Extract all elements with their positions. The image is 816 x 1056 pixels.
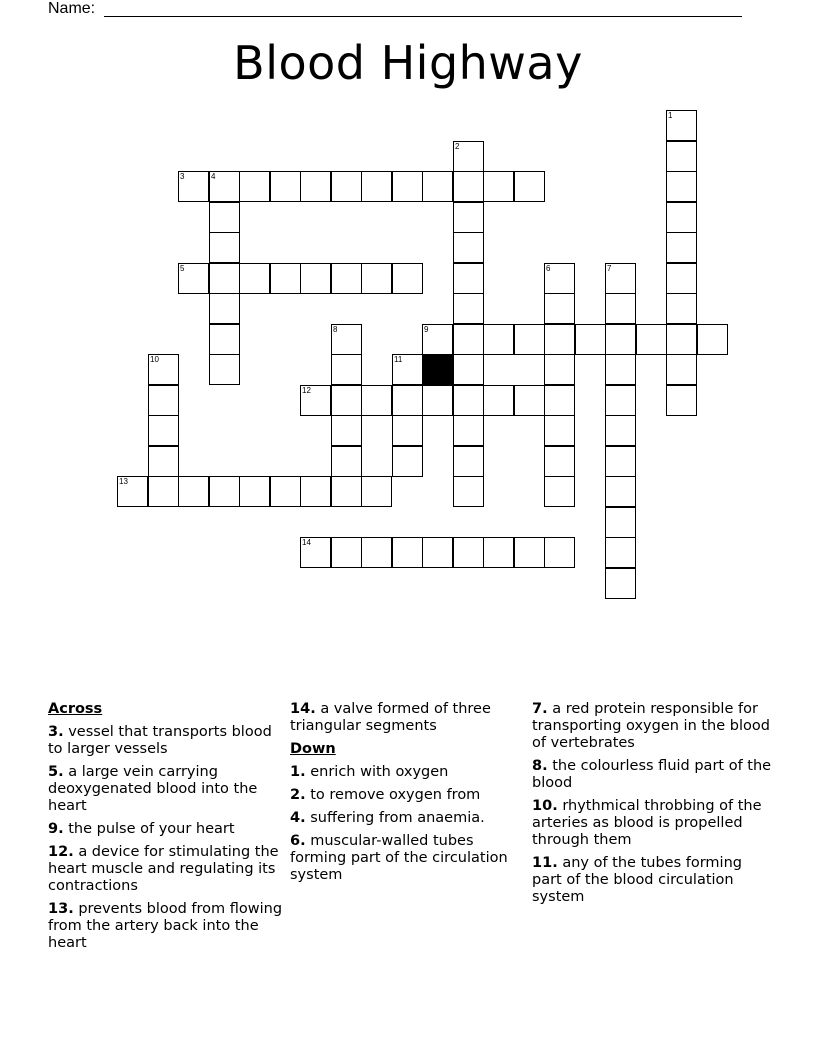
grid-cell[interactable] bbox=[544, 354, 575, 385]
grid-cell[interactable] bbox=[361, 537, 392, 568]
grid-cell[interactable] bbox=[544, 537, 575, 568]
grid-cell[interactable] bbox=[361, 171, 392, 202]
clue-column-2 bbox=[290, 701, 526, 890]
clue-down-10 bbox=[532, 798, 772, 849]
clue-number: 5 bbox=[48, 764, 59, 780]
grid-cell[interactable] bbox=[331, 446, 362, 477]
cell-number: 11 bbox=[394, 355, 403, 364]
cell-number: 4 bbox=[211, 172, 216, 181]
grid-cell[interactable] bbox=[148, 446, 179, 477]
grid-cell[interactable] bbox=[178, 263, 209, 294]
grid-cell[interactable] bbox=[483, 171, 514, 202]
grid-cell[interactable] bbox=[392, 171, 423, 202]
grid-cell[interactable] bbox=[636, 324, 667, 355]
grid-cell[interactable] bbox=[392, 354, 423, 385]
grid-cell[interactable] bbox=[544, 476, 575, 507]
clue-number: 9 bbox=[48, 821, 59, 837]
clue-dot: . bbox=[552, 798, 558, 814]
grid-cell[interactable] bbox=[544, 324, 575, 355]
clue-text: the colourless fluid part of the blood bbox=[532, 758, 772, 791]
grid-cell[interactable] bbox=[453, 324, 484, 355]
clue-text: enrich with oxygen bbox=[310, 764, 449, 780]
grid-cell[interactable] bbox=[453, 354, 484, 385]
grid-cell[interactable] bbox=[605, 385, 636, 416]
clue-dot: . bbox=[58, 724, 64, 740]
grid-cell[interactable] bbox=[605, 537, 636, 568]
grid-cell[interactable] bbox=[544, 415, 575, 446]
clue-text: any of the tubes forming part of the blood circulation system bbox=[532, 855, 742, 905]
grid-cell[interactable] bbox=[453, 385, 484, 416]
grid-cell[interactable] bbox=[605, 507, 636, 538]
clue-down-8 bbox=[532, 758, 772, 792]
clue-column-1 bbox=[48, 701, 284, 958]
grid-cell[interactable] bbox=[605, 446, 636, 477]
grid-cell[interactable] bbox=[514, 171, 545, 202]
clue-across-9 bbox=[48, 821, 284, 838]
grid-cell[interactable] bbox=[544, 293, 575, 324]
grid-cell[interactable] bbox=[544, 263, 575, 294]
page-title: Blood Highway bbox=[233, 36, 583, 90]
grid-cell[interactable] bbox=[544, 446, 575, 477]
grid-cell[interactable] bbox=[514, 385, 545, 416]
grid-cell[interactable] bbox=[605, 415, 636, 446]
grid-cell[interactable] bbox=[209, 202, 240, 233]
grid-cell[interactable] bbox=[270, 263, 301, 294]
grid-cell[interactable] bbox=[453, 232, 484, 263]
grid-cell[interactable] bbox=[392, 385, 423, 416]
grid-cell[interactable] bbox=[270, 476, 301, 507]
name-label: Name: bbox=[48, 0, 96, 17]
clue-number: 10 bbox=[532, 798, 553, 814]
clue-text: a device for stimulating the heart muscle and regulating its contractions bbox=[48, 844, 279, 894]
black-cell bbox=[422, 354, 453, 385]
grid-cell[interactable] bbox=[666, 232, 697, 263]
clue-number: 3 bbox=[48, 724, 59, 740]
grid-cell[interactable] bbox=[209, 354, 240, 385]
grid-cell[interactable] bbox=[453, 537, 484, 568]
cell-number: 8 bbox=[333, 325, 338, 334]
down-heading: Down bbox=[290, 741, 336, 757]
grid-cell[interactable] bbox=[453, 263, 484, 294]
grid-cell[interactable] bbox=[575, 324, 606, 355]
clue-dot: . bbox=[300, 833, 306, 849]
grid-cell[interactable] bbox=[605, 476, 636, 507]
grid-cell[interactable] bbox=[453, 415, 484, 446]
grid-cell[interactable] bbox=[331, 263, 362, 294]
grid-cell[interactable] bbox=[392, 537, 423, 568]
clue-text: prevents blood from flowing from the artery back into the heart bbox=[48, 901, 283, 951]
clue-text: to remove oxygen from bbox=[310, 787, 481, 803]
grid-cell[interactable] bbox=[697, 324, 728, 355]
grid-cell[interactable] bbox=[209, 324, 240, 355]
clue-number: 2 bbox=[290, 787, 301, 803]
clue-number: 12 bbox=[48, 844, 69, 860]
clue-number: 4 bbox=[290, 810, 301, 826]
grid-cell[interactable] bbox=[331, 385, 362, 416]
grid-cell[interactable] bbox=[209, 232, 240, 263]
grid-cell[interactable] bbox=[392, 263, 423, 294]
grid-cell[interactable] bbox=[331, 476, 362, 507]
grid-cell[interactable] bbox=[605, 354, 636, 385]
cell-number: 7 bbox=[607, 264, 612, 273]
grid-cell[interactable] bbox=[209, 476, 240, 507]
grid-cell[interactable] bbox=[605, 324, 636, 355]
grid-cell[interactable] bbox=[422, 385, 453, 416]
clue-across-3 bbox=[48, 724, 284, 758]
clue-across-14 bbox=[290, 701, 526, 735]
cell-number: 9 bbox=[424, 325, 429, 334]
cell-number: 14 bbox=[302, 538, 311, 547]
grid-cell[interactable] bbox=[453, 446, 484, 477]
cell-number: 13 bbox=[119, 477, 128, 486]
grid-cell[interactable] bbox=[178, 171, 209, 202]
grid-cell[interactable] bbox=[605, 293, 636, 324]
grid-cell[interactable] bbox=[117, 476, 148, 507]
clue-down-11 bbox=[532, 855, 772, 906]
clue-down-2 bbox=[290, 787, 526, 804]
clue-across-12 bbox=[48, 844, 284, 895]
clue-dot: . bbox=[300, 764, 306, 780]
grid-cell[interactable] bbox=[666, 202, 697, 233]
grid-cell[interactable] bbox=[209, 293, 240, 324]
grid-cell[interactable] bbox=[148, 385, 179, 416]
grid-cell[interactable] bbox=[270, 171, 301, 202]
grid-cell[interactable] bbox=[422, 537, 453, 568]
clue-dot: . bbox=[300, 787, 306, 803]
grid-cell[interactable] bbox=[666, 263, 697, 294]
grid-cell[interactable] bbox=[148, 354, 179, 385]
clue-text: rhythmical throbbing of the arteries as blood is propelled through them bbox=[532, 798, 762, 848]
cell-number: 6 bbox=[546, 264, 551, 273]
clue-text: muscular-walled tubes forming part of the circulation system bbox=[290, 833, 508, 883]
across-heading: Across bbox=[48, 701, 103, 717]
clue-dot: . bbox=[68, 844, 74, 860]
grid-cell[interactable] bbox=[666, 293, 697, 324]
grid-cell[interactable] bbox=[209, 263, 240, 294]
clue-across-13 bbox=[48, 901, 284, 952]
grid-cell[interactable] bbox=[453, 293, 484, 324]
clue-number: 1 bbox=[290, 764, 301, 780]
grid-cell[interactable] bbox=[453, 141, 484, 172]
clue-dot: . bbox=[542, 758, 548, 774]
grid-cell[interactable] bbox=[239, 171, 270, 202]
clue-text: a large vein carrying deoxygenated blood into the heart bbox=[48, 764, 258, 814]
clue-text: suffering from anaemia. bbox=[310, 810, 485, 826]
cell-number: 1 bbox=[668, 111, 673, 120]
clue-down-1 bbox=[290, 764, 526, 781]
grid-cell[interactable] bbox=[361, 476, 392, 507]
grid-cell[interactable] bbox=[483, 385, 514, 416]
grid-cell[interactable] bbox=[300, 171, 331, 202]
grid-cell[interactable] bbox=[666, 354, 697, 385]
clue-dot: . bbox=[300, 810, 306, 826]
grid-cell[interactable] bbox=[422, 324, 453, 355]
grid-cell[interactable] bbox=[483, 324, 514, 355]
cell-number: 5 bbox=[180, 264, 185, 273]
grid-cell[interactable] bbox=[666, 110, 697, 141]
grid-cell[interactable] bbox=[453, 171, 484, 202]
cell-number: 10 bbox=[150, 355, 159, 364]
grid-cell[interactable] bbox=[361, 263, 392, 294]
grid-cell[interactable] bbox=[666, 324, 697, 355]
clue-text: a valve formed of three triangular segments bbox=[290, 701, 491, 734]
grid-cell[interactable] bbox=[239, 476, 270, 507]
grid-cell[interactable] bbox=[361, 385, 392, 416]
grid-cell[interactable] bbox=[453, 476, 484, 507]
grid-cell[interactable] bbox=[178, 476, 209, 507]
cell-number: 12 bbox=[302, 386, 311, 395]
grid-cell[interactable] bbox=[300, 263, 331, 294]
clue-dot: . bbox=[310, 701, 316, 717]
grid-cell[interactable] bbox=[148, 476, 179, 507]
clue-number: 11 bbox=[532, 855, 553, 871]
clue-text: a red protein responsible for transporting oxygen in the blood of vertebrates bbox=[532, 701, 770, 751]
grid-cell[interactable] bbox=[605, 568, 636, 599]
clue-number: 6 bbox=[290, 833, 301, 849]
grid-cell[interactable] bbox=[209, 171, 240, 202]
clue-number: 7 bbox=[532, 701, 543, 717]
grid-cell[interactable] bbox=[331, 354, 362, 385]
grid-cell[interactable] bbox=[392, 446, 423, 477]
clue-number: 14 bbox=[290, 701, 311, 717]
grid-cell[interactable] bbox=[239, 263, 270, 294]
grid-cell[interactable] bbox=[331, 324, 362, 355]
grid-cell[interactable] bbox=[666, 141, 697, 172]
grid-cell[interactable] bbox=[300, 476, 331, 507]
grid-cell[interactable] bbox=[605, 263, 636, 294]
clue-dot: . bbox=[552, 855, 558, 871]
clue-across-5 bbox=[48, 764, 284, 815]
clue-down-6 bbox=[290, 833, 526, 884]
clue-dot: . bbox=[58, 821, 64, 837]
clue-column-3 bbox=[532, 701, 772, 912]
clue-down-4 bbox=[290, 810, 526, 827]
grid-cell[interactable] bbox=[331, 171, 362, 202]
clue-dot: . bbox=[58, 764, 64, 780]
grid-cell[interactable] bbox=[483, 537, 514, 568]
clue-number: 8 bbox=[532, 758, 543, 774]
cell-number: 2 bbox=[455, 142, 460, 151]
grid-cell[interactable] bbox=[453, 202, 484, 233]
grid-cell[interactable] bbox=[392, 415, 423, 446]
grid-cell[interactable] bbox=[331, 415, 362, 446]
grid-cell[interactable] bbox=[544, 385, 575, 416]
grid-cell[interactable] bbox=[300, 537, 331, 568]
grid-cell[interactable] bbox=[148, 415, 179, 446]
grid-cell[interactable] bbox=[331, 537, 362, 568]
grid-cell[interactable] bbox=[422, 171, 453, 202]
grid-cell[interactable] bbox=[514, 324, 545, 355]
clue-dot: . bbox=[542, 701, 548, 717]
clue-dot: . bbox=[68, 901, 74, 917]
grid-cell[interactable] bbox=[666, 385, 697, 416]
clue-text: the pulse of your heart bbox=[68, 821, 235, 837]
clue-text: vessel that transports blood to larger vessels bbox=[48, 724, 272, 757]
clue-down-7 bbox=[532, 701, 772, 752]
cell-number: 3 bbox=[180, 172, 185, 181]
grid-cell[interactable] bbox=[300, 385, 331, 416]
clue-number: 13 bbox=[48, 901, 69, 917]
grid-cell[interactable] bbox=[666, 171, 697, 202]
grid-cell[interactable] bbox=[514, 537, 545, 568]
